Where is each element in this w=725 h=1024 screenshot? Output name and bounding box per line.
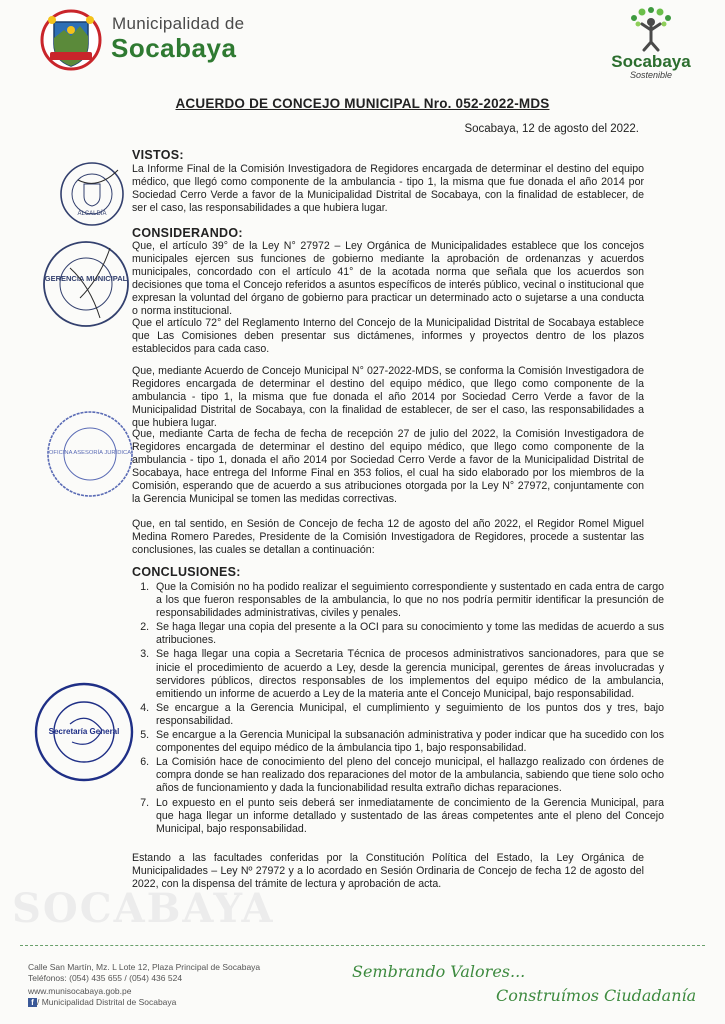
conclusiones-heading: CONCLUSIONES: (132, 565, 241, 579)
list-item: 5. Se encargue a la Gerencia Municipal la subsanación administrativa y poder indicar que ha sucedido con los componentes del equipo médico de la ámbulancia tipo 1, bajo responsabilidad. (152, 729, 664, 755)
considerando-paragraph: Que el artículo 72° del Reglamento Interno del Concejo de la Municipalidad Distrital de Socabaya establece que Las Comisiones deben presentar sus dictámenes, informes y proyectos dentro de los plazos establecidos para cada caso. (132, 317, 644, 356)
footer-phones: Teléfonos: (054) 435 655 / (054) 436 524 (28, 973, 183, 983)
list-item: 4. Se encargue a la Gerencia Municipal, el cumplimiento y seguimiento de los puntos dos y tres, bajo responsabilidad. (152, 702, 664, 728)
municipality-name: Socabaya (111, 33, 237, 63)
document-date: Socabaya, 12 de agosto del 2022. (464, 123, 639, 135)
gerencia-municipal-stamp (40, 238, 132, 330)
footer-divider (20, 945, 705, 946)
closing-paragraph: Estando a las facultades conferidas por la Constitución Política del Estado, la Ley Orgánica de Municipalidades – Ley Nº 27972 y a lo acordado en Sesión Ordinaria de Concejo de fecha 12 de agosto del 2022, con la dispensa del trámite de lectura y aprobación de acta. (132, 852, 644, 891)
footer-website[interactable]: www.munisocabaya.gob.pe (28, 986, 132, 996)
secretaria-stamp-text: Secretaría General (48, 727, 120, 736)
footer-social-label: / Municipalidad Distrital de Socabaya (37, 997, 177, 1007)
alcaldia-stamp (58, 160, 126, 228)
list-item: 3. Se haga llegar una copia a Secretaria Técnica de procesos administrativos sancionadores, para que se inicie el procedimiento de acuerdo a Ley, desde la gerencia municipal, gerentes de áreas involucradas y servidores públicos, directos responsables de los implementos del equipo médico de la ambulancia, emitiendo un informe de acuerdo a Ley de la materia ante el Concejo Municipal, bajo responsabilidad. (152, 648, 664, 700)
list-item: 6. La Comisión hace de conocimiento del pleno del concejo municipal, el hallazgo realizado con órdenes de compra donde se han realizado dos reparaciones del motor de la ambulancia, sabiendo que tiene solo ocho años de funcionamiento y dada la funcionabilidad resulta extraño dichas reparaciones. (152, 756, 664, 795)
gerencia-stamp-text: GERENCIA MUNICIPAL (44, 274, 128, 283)
secretaria-general-stamp (32, 680, 136, 784)
conclusiones-list (132, 581, 664, 837)
list-item: 1. Que la Comisión no ha podido realizar el seguimiento correspondiente y sustentado en cada entra de cargo a los que fueron responsables de la ambulancia, lo que no nos podría permitir identificar la presunción de responsabilidades administrativas, civiles y penales. (152, 581, 664, 620)
municipality-label: Municipalidad de (112, 14, 245, 33)
alcaldia-stamp-text: ALCALDÍA (77, 211, 107, 217)
right-logo-subtitle: Sostenible (629, 70, 673, 80)
slogan-line-1: Sembrando Valores... (352, 962, 526, 981)
vistos-heading: VISTOS: (132, 148, 184, 162)
considerando-paragraph: Que, el artículo 39° de la Ley N° 27972 – Ley Orgánica de Municipalidades establece que los concejos municipales ejercen sus funciones de gobierno mediante la aprobación de ordenanzas y acuerdos municipales, concordado con el artículo 41° de la acotada norma que señala que los acuerdos son decisiones que toma el Concejo referidos a asuntos específicos de interés público, vecinal o institucional que expresan la voluntad del órgano de gobierno para practicar un determinado acto o sujetarse a una conducta o norma institucional. (132, 240, 644, 318)
list-item: 2. Se haga llegar una copia del presente a la OCI para su conocimiento y tome las medidas de acuerdo a sus atribuciones. (152, 621, 664, 647)
list-item: 7. Lo expuesto en el punto seis deberá ser inmediatamente de concimiento de la Gerencia Municipal, para que haga llegar un informe detallado y sustentado de las áreas competentes ante el pleno del Concejo Municipal, bajo responsabilidad. (152, 797, 664, 836)
asesoria-stamp-text: OFICINA ASESORÍA JURÍDICA (48, 450, 132, 456)
considerando-heading: CONSIDERANDO: (132, 226, 243, 240)
watermark: SOCABAYA (12, 885, 275, 932)
document-title: ACUERDO DE CONCEJO MUNICIPAL Nro. 052-2022-MDS (175, 96, 550, 111)
asesoria-juridica-stamp (44, 408, 136, 500)
considerando-paragraph: Que, mediante Carta de fecha de fecha de recepción 27 de julio del 2022, la Comisión Investigadora de Regidores encargada de determinar el destino del equipo médico, que llego como componente de la ambulancia - tipo 1, donada el año 2014 por Sociedad Cerro Verde a favor de la Municipalidad Distrital de Socabaya, hace entrega del Informe Final en 353 folios, el cual ha sido elaborado por los miembros de la Comisión, esperando que de acuerdo a sus atribuciones otorgada por la Ley N° 27972, conjuntamente con la Gerencia Municipal se tomen las medidas correctivas. (132, 428, 644, 506)
right-logo-name: Socabaya (611, 52, 691, 71)
considerando-paragraph: Que, mediante Acuerdo de Concejo Municipal N° 027-2022-MDS, se conforma la Comisión Investigadora de Regidores encargada de determinar el destino del equipo médico, que llego como componente de la ambulancia - tipo 1, la misma que fue donada el año 2014 por Sociedad Cerro Verde a favor de la Municipalidad Distrital de Socabaya, con la finalidad de establecer, de ser el caso, las responsabilidades a que hubiera lugar. (132, 365, 644, 430)
considerando-paragraph: Que, en tal sentido, en Sesión de Concejo de fecha 12 de agosto del año 2022, el Regidor Romel Miguel Medina Romero Paredes, Presidente de la Comisión Investigadora de Regidores, procede a sustentar las conclusiones, las cuales se detallan a continuación: (132, 518, 644, 557)
footer-social[interactable] (28, 997, 176, 1008)
municipal-shield-logo (40, 8, 102, 72)
vistos-text: La Informe Final de la Comisión Investigadora de Regidores encargada de determinar el destino del equipo médico, que llegó como componente de la ambulancia - tipo 1, la misma que fue donada el año 2014 por Sociedad Cerro Verde a favor de la Municipalidad Distrital de Socabaya, con la finalidad de establecer, de ser el caso, las responsabilidades a que hubiera lugar. (132, 163, 644, 215)
slogan-line-2: Construímos Ciudadanía (496, 986, 697, 1005)
facebook-icon: f (28, 998, 37, 1007)
footer-address: Calle San Martín, Mz. L Lote 12, Plaza Principal de Socabaya (28, 962, 261, 972)
